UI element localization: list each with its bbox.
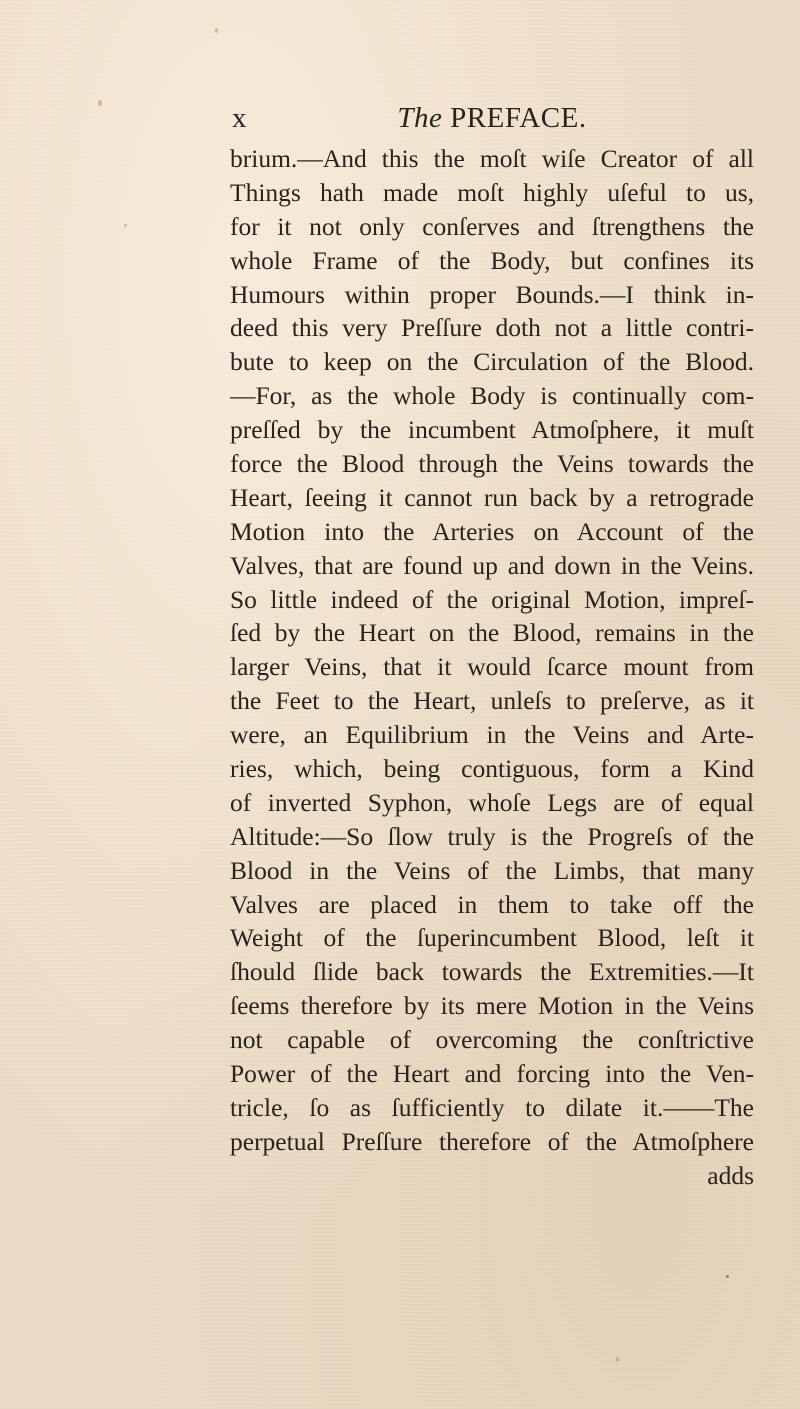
running-head (230, 101, 754, 135)
page-number: x (232, 102, 247, 134)
text-line: preſſed by the incumbent Atmoſphere, it muſt (230, 415, 754, 445)
text-line: bute to keep on the Circulation of the Blood. (230, 347, 754, 377)
text-line: ſed by the Heart on the Blood, remains in the (230, 618, 754, 648)
catchword: adds (707, 1160, 754, 1190)
text-line: Heart, ſeeing it cannot run back by a retrograde (230, 482, 754, 512)
text-line: ſhould ſlide back towards the Extremities.—It (230, 957, 754, 987)
body-text (230, 142, 754, 1193)
foxing-spot (124, 224, 127, 227)
text-line: for it not only conſerves and ſtrengthens the (230, 211, 754, 241)
text-line: Things hath made moſt highly uſeful to us, (230, 177, 754, 207)
text-line: were, an Equilibrium in the Veins and Arte- (230, 720, 754, 750)
foxing-spot (215, 28, 218, 33)
text-line: whole Frame of the Body, but confines its (230, 245, 754, 275)
page-title (230, 101, 754, 135)
text-line: deed this very Preſſure doth not a little contri- (230, 313, 754, 343)
text-line: Altitude:—So ſlow truly is the Progreſs of the (230, 821, 754, 851)
text-line: —For, as the whole Body is continually com- (230, 381, 754, 411)
text-line: ſeems therefore by its mere Motion in the Veins (230, 991, 754, 1021)
page-title-roman: PREFACE. (450, 102, 587, 134)
text-line: Weight of the ſuperincumbent Blood, leſt it (230, 923, 754, 953)
foxing-spot (616, 1357, 619, 1362)
text-line: of inverted Syphon, whoſe Legs are of equal (230, 787, 754, 817)
text-line: Blood in the Veins of the Limbs, that many (230, 855, 754, 885)
foxing-spot (726, 1275, 729, 1278)
text-line: Motion into the Arteries on Account of the (230, 516, 754, 546)
text-line: larger Veins, that it would ſcarce mount from (230, 652, 754, 682)
text-line: not capable of overcoming the conſtrictive (230, 1025, 754, 1055)
text-line: So little indeed of the original Motion, impreſ- (230, 584, 754, 614)
text-line: ries, which, being contiguous, form a Kind (230, 754, 754, 784)
foxing-spot (98, 100, 102, 106)
text-line: force the Blood through the Veins towards the (230, 449, 754, 479)
text-line: perpetual Preſſure therefore of the Atmoſphere (230, 1126, 754, 1156)
text-line: Valves are placed in them to take off the (230, 889, 754, 919)
text-line: Valves, that are found up and down in the Veins. (230, 550, 754, 580)
text-line: Humours within proper Bounds.—I think in- (230, 279, 754, 309)
page-title-italic: The (397, 102, 443, 134)
text-line: tricle, ſo as ſufficiently to dilate it.——The (230, 1092, 754, 1122)
text-line: the Feet to the Heart, unleſs to preſerve, as it (230, 686, 754, 716)
text-line: brium.—And this the moſt wiſe Creator of all (230, 144, 754, 173)
text-line: Power of the Heart and forcing into the Ven- (230, 1059, 754, 1089)
